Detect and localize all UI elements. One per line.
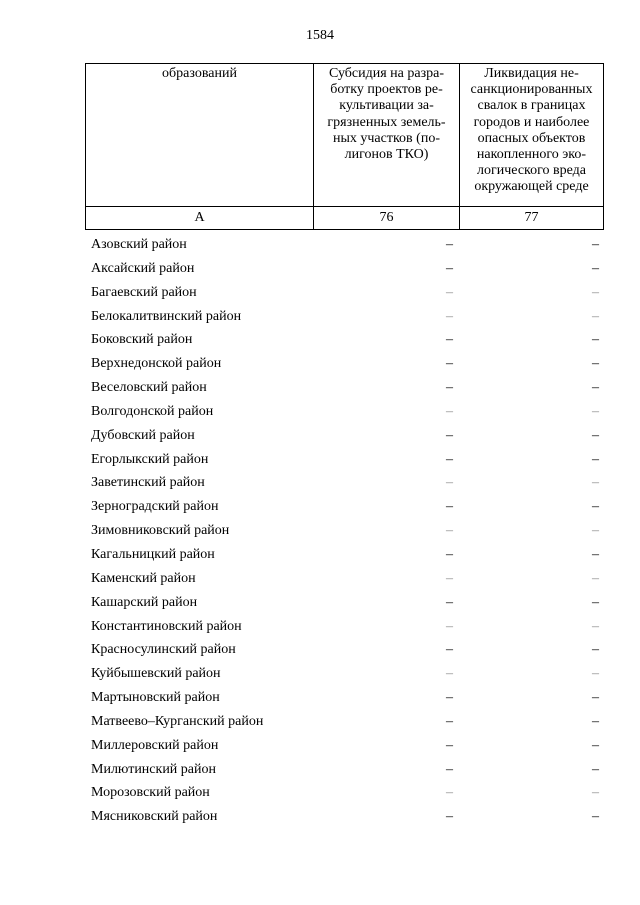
table-row: [85, 305, 603, 329]
district-name: Зимовниковский район: [91, 523, 230, 539]
value-col77: –: [592, 332, 599, 348]
district-name: Мясниковский район: [91, 809, 218, 825]
district-name: Аксайский район: [91, 260, 195, 276]
district-name: Зерноградский район: [91, 499, 219, 515]
table-row: [85, 519, 603, 543]
header-cell-col76: [314, 64, 460, 207]
district-name: Егорлыкский район: [91, 451, 209, 467]
value-col77: –: [592, 570, 599, 586]
value-col76: –: [446, 809, 453, 825]
column-index-77: 77: [460, 207, 604, 230]
table-row: [85, 662, 603, 686]
header-row: [86, 64, 604, 207]
value-col76: –: [446, 642, 453, 658]
district-name: Багаевский район: [91, 284, 197, 300]
district-name: Дубовский район: [91, 427, 195, 443]
district-name: Миллеровский район: [91, 737, 219, 753]
value-col77: –: [592, 713, 599, 729]
value-col76: –: [446, 403, 453, 419]
value-col76: –: [446, 237, 453, 252]
value-col76: –: [446, 284, 453, 300]
value-col76: –: [446, 785, 453, 801]
table-row: [85, 328, 603, 352]
table-header: [85, 63, 604, 230]
table-row: [85, 615, 603, 639]
table-row: [85, 543, 603, 567]
header-col77-text: Ликвидация не- санкционированных свалок в границах городов и наиболее опасных объектов накопленного эко- логического вреда окружающей среде: [470, 66, 593, 195]
value-col76: –: [446, 761, 453, 777]
value-col76: –: [446, 570, 453, 586]
value-col76: –: [446, 308, 453, 324]
table-row: [85, 686, 603, 710]
header-entity-text: образований: [162, 66, 237, 81]
value-col76: –: [446, 380, 453, 396]
district-name: Каменский район: [91, 570, 196, 586]
table-row: [85, 424, 603, 448]
value-col77: –: [592, 737, 599, 753]
table-row: [85, 781, 603, 805]
value-col76: –: [446, 451, 453, 467]
district-name: Белокалитвинский район: [91, 308, 242, 324]
value-col76: –: [446, 260, 453, 276]
value-col77: –: [592, 523, 599, 539]
value-col77: –: [592, 690, 599, 706]
district-name: Веселовский район: [91, 380, 207, 396]
value-col77: –: [592, 260, 599, 276]
district-name: Красносулинский район: [91, 642, 236, 658]
district-name: Константиновский район: [91, 618, 242, 634]
value-col76: –: [446, 523, 453, 539]
district-name: Кашарский район: [91, 594, 198, 610]
column-index-row: [86, 207, 604, 230]
value-col77: –: [592, 403, 599, 419]
value-col77: –: [592, 618, 599, 634]
value-col77: –: [592, 499, 599, 515]
header-col76-text: Субсидия на разра- ботку проектов ре- культивации за- грязненных земель- ных участков (по- лигонов ТКО): [327, 66, 446, 163]
table-row: [85, 758, 603, 782]
value-col76: –: [446, 618, 453, 634]
value-col76: –: [446, 356, 453, 372]
table-row: [85, 352, 603, 376]
page-number: 1584: [306, 28, 334, 43]
header-cell-entity: [86, 64, 314, 207]
table-row: [85, 495, 603, 519]
value-col77: –: [592, 308, 599, 324]
district-name: Азовский район: [91, 237, 187, 252]
value-col77: –: [592, 284, 599, 300]
table-row: [85, 567, 603, 591]
table-row: [85, 400, 603, 424]
table-row: [85, 233, 603, 257]
value-col76: –: [446, 475, 453, 491]
table-row: [85, 448, 603, 472]
value-col77: –: [592, 356, 599, 372]
column-index-a: А: [86, 207, 314, 230]
value-col76: –: [446, 499, 453, 515]
value-col77: –: [592, 380, 599, 396]
value-col77: –: [592, 237, 599, 252]
value-col77: –: [592, 666, 599, 682]
district-name: Мартыновский район: [91, 690, 220, 706]
table-row: [85, 471, 603, 495]
value-col77: –: [592, 451, 599, 467]
district-name: Морозовский район: [91, 785, 210, 801]
value-col77: –: [592, 809, 599, 825]
value-col77: –: [592, 642, 599, 658]
district-name: Кагальницкий район: [91, 546, 215, 562]
value-col77: –: [592, 761, 599, 777]
value-col76: –: [446, 713, 453, 729]
district-name: Матвеево–Курганский район: [91, 713, 264, 729]
value-col77: –: [592, 785, 599, 801]
table-row: [85, 805, 603, 829]
value-col77: –: [592, 594, 599, 610]
value-col76: –: [446, 737, 453, 753]
value-col77: –: [592, 427, 599, 443]
table-body: [85, 233, 603, 829]
value-col76: –: [446, 332, 453, 348]
table-row: [85, 734, 603, 758]
value-col76: –: [446, 690, 453, 706]
table-row: [85, 257, 603, 281]
value-col76: –: [446, 666, 453, 682]
table-row: [85, 591, 603, 615]
value-col76: –: [446, 546, 453, 562]
value-col77: –: [592, 546, 599, 562]
district-name: Заветинский район: [91, 475, 205, 491]
district-name: Куйбышевский район: [91, 666, 221, 682]
table-row: [85, 281, 603, 305]
header-cell-col77: [460, 64, 604, 207]
column-index-76: 76: [314, 207, 460, 230]
table-row: [85, 638, 603, 662]
table-row: [85, 710, 603, 734]
district-name: Боковский район: [91, 332, 193, 348]
value-col77: –: [592, 475, 599, 491]
value-col76: –: [446, 594, 453, 610]
table-row: [85, 376, 603, 400]
district-name: Верхнедонской район: [91, 356, 222, 372]
district-name: Волгодонской район: [91, 403, 214, 419]
district-name: Милютинский район: [91, 761, 217, 777]
value-col76: –: [446, 427, 453, 443]
